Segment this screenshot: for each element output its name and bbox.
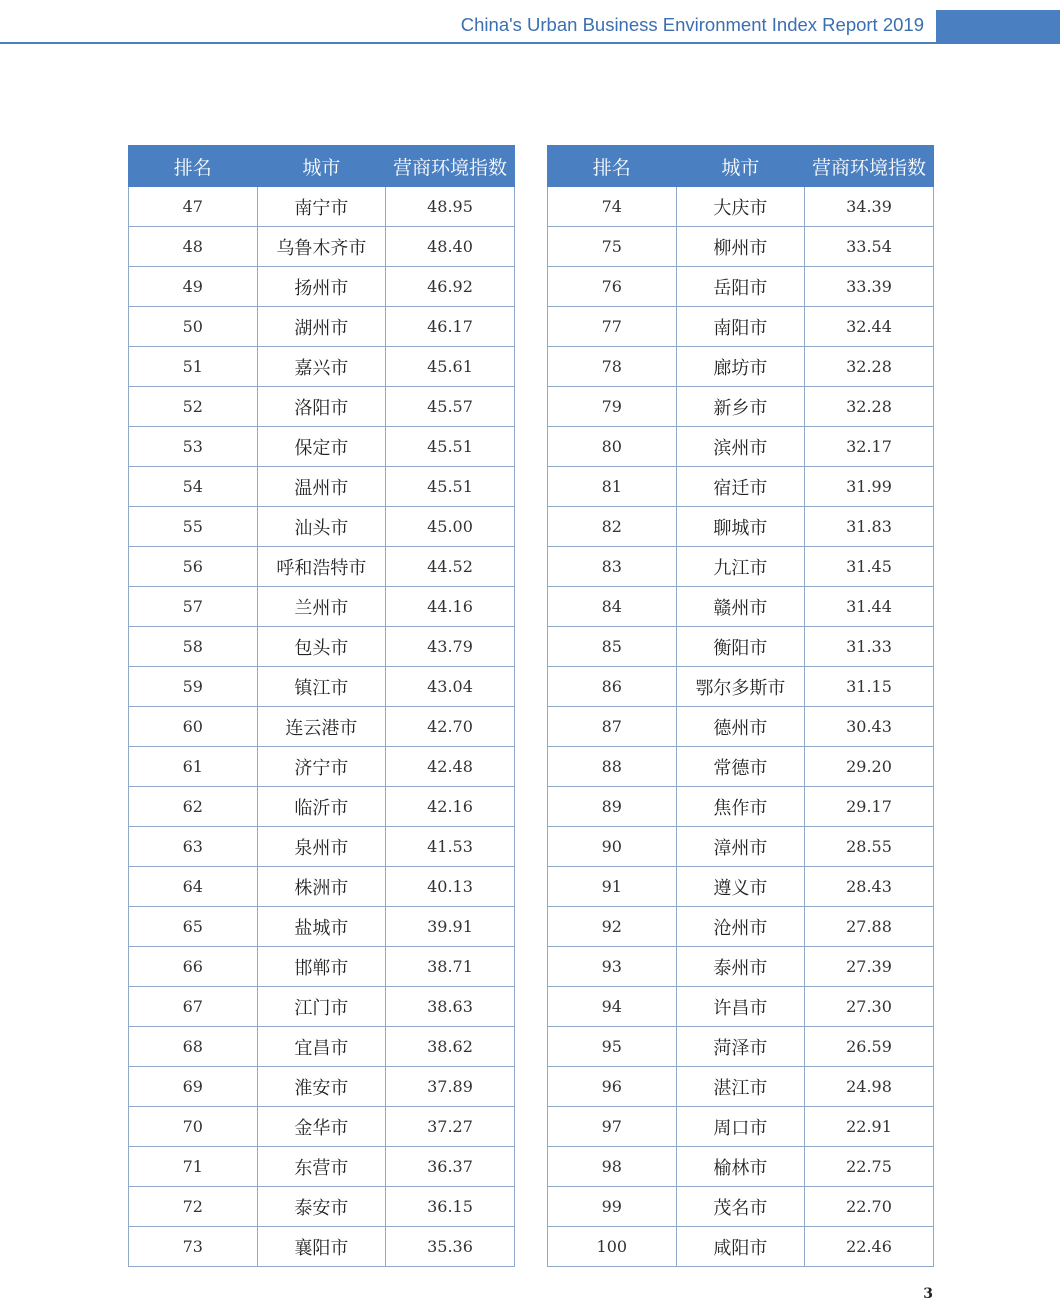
index-value-cell: 26.59 <box>805 1027 934 1067</box>
ranking-table-left <box>128 145 515 1267</box>
table-row <box>548 387 934 427</box>
city-cell: 赣州市 <box>676 587 805 627</box>
index-value-cell: 28.55 <box>805 827 934 867</box>
rank-cell: 74 <box>548 187 677 227</box>
page-number: 3 <box>923 1286 933 1302</box>
index-value-cell: 32.17 <box>805 427 934 467</box>
index-value-cell: 39.91 <box>386 907 515 947</box>
table-row <box>548 987 934 1027</box>
table-row <box>129 1027 515 1067</box>
rank-cell: 69 <box>129 1067 258 1107</box>
rank-cell: 96 <box>548 1067 677 1107</box>
index-value-cell: 36.15 <box>386 1187 515 1227</box>
table-row <box>548 187 934 227</box>
index-value-cell: 22.75 <box>805 1147 934 1187</box>
table-row <box>548 467 934 507</box>
index-value-cell: 32.28 <box>805 347 934 387</box>
index-value-cell: 36.37 <box>386 1147 515 1187</box>
index-value-cell: 37.27 <box>386 1107 515 1147</box>
table-row <box>548 1187 934 1227</box>
index-value-cell: 33.39 <box>805 267 934 307</box>
city-cell: 湖州市 <box>257 307 386 347</box>
table-row <box>129 227 515 267</box>
city-cell: 遵义市 <box>676 867 805 907</box>
city-cell: 株洲市 <box>257 867 386 907</box>
index-value-cell: 31.45 <box>805 547 934 587</box>
table-header-row <box>548 146 934 187</box>
index-value-cell: 38.62 <box>386 1027 515 1067</box>
table-row <box>129 267 515 307</box>
table-row <box>129 307 515 347</box>
index-value-cell: 44.16 <box>386 587 515 627</box>
city-cell: 岳阳市 <box>676 267 805 307</box>
index-value-cell: 28.43 <box>805 867 934 907</box>
table-row <box>129 787 515 827</box>
rank-cell: 73 <box>129 1227 258 1267</box>
index-value-cell: 41.53 <box>386 827 515 867</box>
rank-cell: 68 <box>129 1027 258 1067</box>
city-cell: 沧州市 <box>676 907 805 947</box>
index-value-cell: 35.36 <box>386 1227 515 1267</box>
table-row <box>548 427 934 467</box>
table-row <box>548 947 934 987</box>
city-cell: 济宁市 <box>257 747 386 787</box>
index-value-cell: 27.39 <box>805 947 934 987</box>
rank-cell: 97 <box>548 1107 677 1147</box>
header-index: 营商环境指数 <box>805 146 934 187</box>
city-cell: 宜昌市 <box>257 1027 386 1067</box>
city-cell: 廊坊市 <box>676 347 805 387</box>
index-value-cell: 45.00 <box>386 507 515 547</box>
city-cell: 包头市 <box>257 627 386 667</box>
rank-cell: 50 <box>129 307 258 347</box>
index-value-cell: 48.40 <box>386 227 515 267</box>
city-cell: 漳州市 <box>676 827 805 867</box>
header-city: 城市 <box>676 146 805 187</box>
rank-cell: 81 <box>548 467 677 507</box>
header-rank: 排名 <box>129 146 258 187</box>
rank-cell: 99 <box>548 1187 677 1227</box>
table-row <box>129 187 515 227</box>
city-cell: 周口市 <box>676 1107 805 1147</box>
index-value-cell: 46.17 <box>386 307 515 347</box>
table-row <box>548 787 934 827</box>
index-value-cell: 31.33 <box>805 627 934 667</box>
rank-cell: 86 <box>548 667 677 707</box>
index-value-cell: 24.98 <box>805 1067 934 1107</box>
city-cell: 盐城市 <box>257 907 386 947</box>
index-value-cell: 31.15 <box>805 667 934 707</box>
rank-cell: 57 <box>129 587 258 627</box>
rank-cell: 72 <box>129 1187 258 1227</box>
city-cell: 汕头市 <box>257 507 386 547</box>
city-cell: 咸阳市 <box>676 1227 805 1267</box>
index-value-cell: 38.63 <box>386 987 515 1027</box>
header-accent-block <box>936 10 1060 44</box>
city-cell: 湛江市 <box>676 1067 805 1107</box>
rank-cell: 87 <box>548 707 677 747</box>
index-value-cell: 45.51 <box>386 427 515 467</box>
rank-cell: 49 <box>129 267 258 307</box>
header-rank: 排名 <box>548 146 677 187</box>
city-cell: 鄂尔多斯市 <box>676 667 805 707</box>
header-rule <box>0 42 936 44</box>
rank-cell: 75 <box>548 227 677 267</box>
city-cell: 南阳市 <box>676 307 805 347</box>
rank-cell: 84 <box>548 587 677 627</box>
rank-cell: 47 <box>129 187 258 227</box>
rank-cell: 53 <box>129 427 258 467</box>
index-value-cell: 42.70 <box>386 707 515 747</box>
table-row <box>548 307 934 347</box>
city-cell: 乌鲁木齐市 <box>257 227 386 267</box>
rank-cell: 66 <box>129 947 258 987</box>
rank-cell: 55 <box>129 507 258 547</box>
city-cell: 金华市 <box>257 1107 386 1147</box>
index-value-cell: 42.48 <box>386 747 515 787</box>
table-row <box>129 987 515 1027</box>
index-value-cell: 45.57 <box>386 387 515 427</box>
rank-cell: 98 <box>548 1147 677 1187</box>
city-cell: 泰安市 <box>257 1187 386 1227</box>
city-cell: 榆林市 <box>676 1147 805 1187</box>
city-cell: 焦作市 <box>676 787 805 827</box>
table-header-row <box>129 146 515 187</box>
index-value-cell: 29.17 <box>805 787 934 827</box>
rank-cell: 71 <box>129 1147 258 1187</box>
city-cell: 镇江市 <box>257 667 386 707</box>
rank-cell: 83 <box>548 547 677 587</box>
index-value-cell: 31.83 <box>805 507 934 547</box>
index-value-cell: 22.70 <box>805 1187 934 1227</box>
index-value-cell: 45.61 <box>386 347 515 387</box>
rank-cell: 48 <box>129 227 258 267</box>
rank-cell: 79 <box>548 387 677 427</box>
table-row <box>548 907 934 947</box>
rank-cell: 100 <box>548 1227 677 1267</box>
city-cell: 泰州市 <box>676 947 805 987</box>
city-cell: 邯郸市 <box>257 947 386 987</box>
table-row <box>129 547 515 587</box>
city-cell: 茂名市 <box>676 1187 805 1227</box>
table-row <box>129 947 515 987</box>
table-row <box>129 827 515 867</box>
table-row <box>129 387 515 427</box>
rank-cell: 85 <box>548 627 677 667</box>
report-title: China's Urban Business Environment Index Report 2019 <box>460 14 924 35</box>
rank-cell: 82 <box>548 507 677 547</box>
index-value-cell: 27.88 <box>805 907 934 947</box>
table-row <box>548 627 934 667</box>
index-value-cell: 44.52 <box>386 547 515 587</box>
table-row <box>548 347 934 387</box>
rank-cell: 91 <box>548 867 677 907</box>
table-row <box>129 667 515 707</box>
index-value-cell: 42.16 <box>386 787 515 827</box>
index-value-cell: 30.43 <box>805 707 934 747</box>
table-row <box>548 587 934 627</box>
city-cell: 兰州市 <box>257 587 386 627</box>
index-value-cell: 32.44 <box>805 307 934 347</box>
index-value-cell: 43.04 <box>386 667 515 707</box>
city-cell: 东营市 <box>257 1147 386 1187</box>
table-row <box>129 867 515 907</box>
city-cell: 德州市 <box>676 707 805 747</box>
index-value-cell: 29.20 <box>805 747 934 787</box>
rank-cell: 95 <box>548 1027 677 1067</box>
city-cell: 洛阳市 <box>257 387 386 427</box>
index-value-cell: 33.54 <box>805 227 934 267</box>
rank-cell: 92 <box>548 907 677 947</box>
city-cell: 衡阳市 <box>676 627 805 667</box>
index-value-cell: 37.89 <box>386 1067 515 1107</box>
table-row <box>548 507 934 547</box>
rank-cell: 52 <box>129 387 258 427</box>
table-row <box>548 747 934 787</box>
table-row <box>548 1027 934 1067</box>
table-row <box>548 667 934 707</box>
table-row <box>548 827 934 867</box>
header-city: 城市 <box>257 146 386 187</box>
city-cell: 九江市 <box>676 547 805 587</box>
city-cell: 泉州市 <box>257 827 386 867</box>
rank-cell: 61 <box>129 747 258 787</box>
index-value-cell: 38.71 <box>386 947 515 987</box>
rank-cell: 51 <box>129 347 258 387</box>
rank-cell: 60 <box>129 707 258 747</box>
ranking-table-right <box>547 145 934 1267</box>
index-value-cell: 22.91 <box>805 1107 934 1147</box>
table-row <box>129 427 515 467</box>
table-row <box>129 1067 515 1107</box>
rank-cell: 94 <box>548 987 677 1027</box>
header-index: 营商环境指数 <box>386 146 515 187</box>
rank-cell: 54 <box>129 467 258 507</box>
city-cell: 保定市 <box>257 427 386 467</box>
city-cell: 呼和浩特市 <box>257 547 386 587</box>
table-row <box>548 1067 934 1107</box>
index-value-cell: 27.30 <box>805 987 934 1027</box>
rank-cell: 65 <box>129 907 258 947</box>
rank-cell: 59 <box>129 667 258 707</box>
rank-cell: 67 <box>129 987 258 1027</box>
index-value-cell: 34.39 <box>805 187 934 227</box>
table-row <box>129 1107 515 1147</box>
city-cell: 聊城市 <box>676 507 805 547</box>
city-cell: 常德市 <box>676 747 805 787</box>
rank-cell: 56 <box>129 547 258 587</box>
rank-cell: 70 <box>129 1107 258 1147</box>
table-row <box>129 627 515 667</box>
city-cell: 襄阳市 <box>257 1227 386 1267</box>
rank-cell: 77 <box>548 307 677 347</box>
rank-cell: 88 <box>548 747 677 787</box>
table-row <box>129 1187 515 1227</box>
city-cell: 宿迁市 <box>676 467 805 507</box>
table-row <box>129 907 515 947</box>
index-value-cell: 32.28 <box>805 387 934 427</box>
city-cell: 柳州市 <box>676 227 805 267</box>
table-row <box>129 507 515 547</box>
index-value-cell: 48.95 <box>386 187 515 227</box>
city-cell: 滨州市 <box>676 427 805 467</box>
table-row <box>548 1227 934 1267</box>
rank-cell: 78 <box>548 347 677 387</box>
table-row <box>129 707 515 747</box>
table-row <box>129 467 515 507</box>
table-row <box>548 547 934 587</box>
rank-cell: 76 <box>548 267 677 307</box>
index-value-cell: 45.51 <box>386 467 515 507</box>
table-row <box>129 1147 515 1187</box>
rank-cell: 80 <box>548 427 677 467</box>
rank-cell: 58 <box>129 627 258 667</box>
city-cell: 淮安市 <box>257 1067 386 1107</box>
city-cell: 江门市 <box>257 987 386 1027</box>
table-row <box>129 747 515 787</box>
index-value-cell: 31.99 <box>805 467 934 507</box>
city-cell: 扬州市 <box>257 267 386 307</box>
rank-cell: 89 <box>548 787 677 827</box>
table-row <box>129 587 515 627</box>
rank-cell: 62 <box>129 787 258 827</box>
city-cell: 温州市 <box>257 467 386 507</box>
rank-cell: 90 <box>548 827 677 867</box>
city-cell: 新乡市 <box>676 387 805 427</box>
table-row <box>129 1227 515 1267</box>
city-cell: 连云港市 <box>257 707 386 747</box>
table-row <box>548 1107 934 1147</box>
city-cell: 临沂市 <box>257 787 386 827</box>
rank-cell: 93 <box>548 947 677 987</box>
table-row <box>548 267 934 307</box>
city-cell: 嘉兴市 <box>257 347 386 387</box>
city-cell: 菏泽市 <box>676 1027 805 1067</box>
index-value-cell: 43.79 <box>386 627 515 667</box>
table-row <box>548 1147 934 1187</box>
index-value-cell: 40.13 <box>386 867 515 907</box>
rank-cell: 64 <box>129 867 258 907</box>
index-value-cell: 46.92 <box>386 267 515 307</box>
table-row <box>129 347 515 387</box>
rank-cell: 63 <box>129 827 258 867</box>
city-cell: 南宁市 <box>257 187 386 227</box>
table-row <box>548 227 934 267</box>
table-row <box>548 707 934 747</box>
index-value-cell: 22.46 <box>805 1227 934 1267</box>
table-row <box>548 867 934 907</box>
index-value-cell: 31.44 <box>805 587 934 627</box>
city-cell: 许昌市 <box>676 987 805 1027</box>
city-cell: 大庆市 <box>676 187 805 227</box>
